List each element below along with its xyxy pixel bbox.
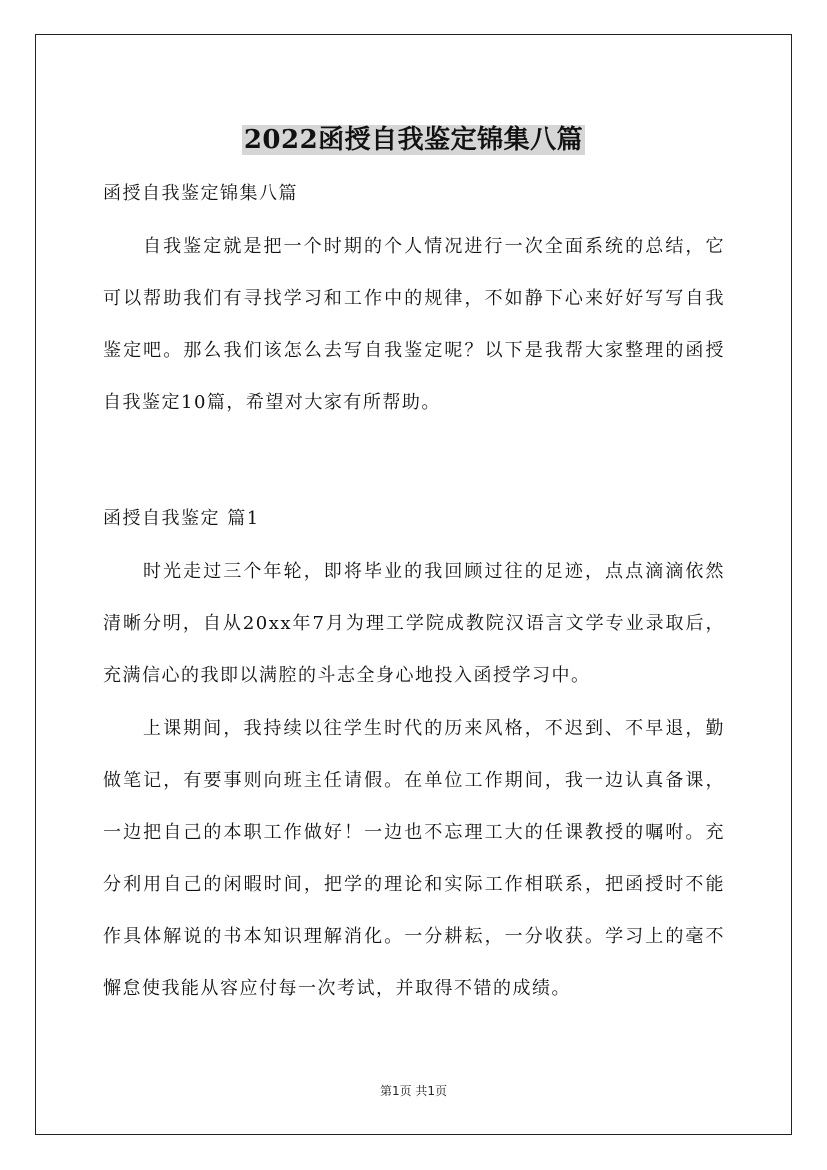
intro-paragraph: 自我鉴定就是把一个时期的个人情况进行一次全面系统的总结，它可以帮助我们有寻找学习和工作中的规律，不如静下心来好好写写自我鉴定吧。那么我们该怎么去写自我鉴定呢？以下是我帮大家整理的函授自我鉴定10篇，希望对大家有所帮助。 bbox=[103, 236, 725, 413]
page-footer: 第1页 共1页 bbox=[379, 1084, 448, 1098]
body-paragraph-2: 上课期间，我持续以往学生时代的历来风格，不迟到、不早退，勤做笔记，有要事则向班主任请假。在单位工作期间，我一边认真备课，一边把自己的本职工作做好！一边也不忘理工大的任课教授的嘱咐。充分利用自己的闲暇时间，把学的理论和实际工作相联系，把函授时不能作具体解说的书本知识理解消化。一分耕耘，一分收获。学习上的毫不懈怠使我能从容应付每一次考试，并取得不错的成绩。 bbox=[103, 718, 725, 999]
document-subtitle: 函授自我鉴定锦集八篇 bbox=[103, 183, 298, 204]
document-title bbox=[0, 120, 827, 160]
body-paragraph-1: 时光走过三个年轮，即将毕业的我回顾过往的足迹，点点滴滴依然清晰分明，自从20xx年7月为理工学院成教院汉语言文学专业录取后，充满信心的我即以满腔的斗志全身心地投入函授学习中。 bbox=[103, 561, 725, 686]
document-title-text: 2022函授自我鉴定锦集八篇 bbox=[243, 125, 584, 156]
section-heading: 函授自我鉴定 篇1 bbox=[103, 508, 260, 529]
